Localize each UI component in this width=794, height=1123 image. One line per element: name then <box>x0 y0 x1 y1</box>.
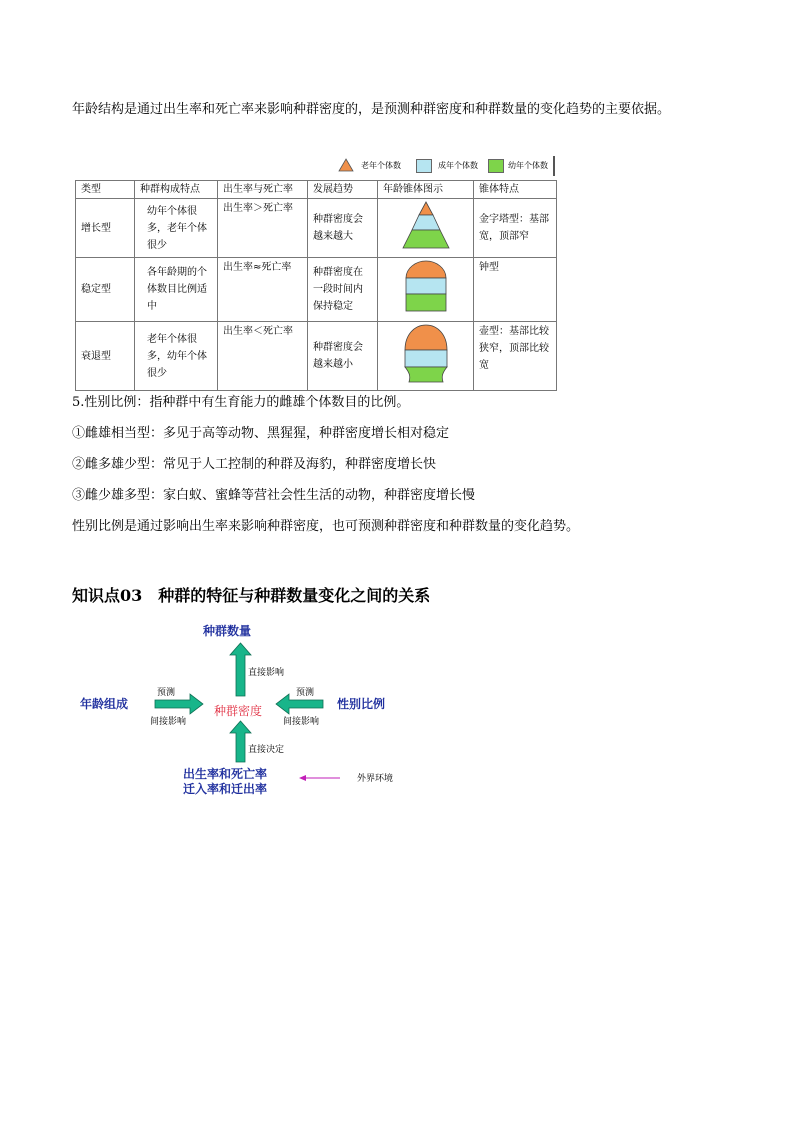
table-header-cell: 发展趋势 <box>308 181 378 199</box>
section-heading: 知识点03 种群的特征与种群数量变化之间的关系 <box>72 586 431 605</box>
environment-label: 外界环境 <box>357 774 394 784</box>
migration-rate-label: 迁入率和迁出率 <box>183 782 268 796</box>
direct-determine-label: 直接决定 <box>248 745 285 755</box>
intro-paragraph: 年龄结构是通过出生率和死亡率来影响种群密度的，是预测种群密度和种群数量的变化趋势的主要依据。 <box>72 102 671 117</box>
sex-ratio-item: ③雌少雄多型：家白蚁、蜜蜂等营社会性生活的动物，种群密度增长慢 <box>72 488 476 503</box>
row-feature: 金字塔型：基部宽，顶部窄 <box>474 199 557 258</box>
row-composition: 各年龄期的个体数目比例适中 <box>135 258 218 322</box>
birth-death-rate-label: 出生率和死亡率 <box>183 767 268 781</box>
row-composition: 幼年个体很多，老年个体很少 <box>135 199 218 258</box>
row-trend: 种群密度会越来越大 <box>308 199 378 258</box>
sex-ratio-summary: 性别比例是通过影响出生率来影响种群密度，也可预测种群密度和种群数量的变化趋势。 <box>72 519 580 534</box>
row-type: 衰退型 <box>76 322 135 391</box>
legend-label-adult: 成年个体数 <box>438 161 478 170</box>
sex-ratio-item: ②雌多雄少型：常见于人工控制的种群及海豹，种群密度增长快 <box>72 457 437 472</box>
table-header-cell: 出生率与死亡率 <box>218 181 308 199</box>
row-feature: 壶型：基部比较狭窄，顶部比较宽 <box>474 322 557 391</box>
row-rates: 出生率＞死亡率 <box>218 199 308 258</box>
left-predict-label: 预测 <box>157 688 176 698</box>
row-trend: 种群密度会越来越小 <box>308 322 378 391</box>
table-header-cell: 种群构成特点 <box>135 181 218 199</box>
row-trend: 种群密度在一段时间内保持稳定 <box>308 258 378 322</box>
right-predict-label: 预测 <box>296 688 315 698</box>
legend-label-elderly: 老年个体数 <box>361 161 401 170</box>
direct-influence-label: 直接影响 <box>248 668 285 678</box>
environment-arrowhead <box>299 775 306 781</box>
right-indirect-label: 间接影响 <box>283 717 320 727</box>
legend-label-juvenile: 幼年个体数 <box>508 161 548 170</box>
row-composition: 老年个体很多，幼年个体很少 <box>135 322 218 391</box>
population-density-label: 种群密度 <box>214 704 263 718</box>
sex-ratio-item: ①雌雄相当型：多见于高等动物、黑猩猩，种群密度增长相对稳定 <box>72 426 450 441</box>
left-indirect-label: 间接影响 <box>150 717 187 727</box>
row-type: 稳定型 <box>76 258 135 322</box>
table-header-cell: 类型 <box>76 181 135 199</box>
sex-ratio-label: 性别比例 <box>337 697 386 711</box>
row-type: 增长型 <box>76 199 135 258</box>
sex-ratio-title: 5.性别比例：指种群中有生育能力的雌雄个体数目的比例。 <box>72 395 410 410</box>
row-rates: 出生率≈死亡率 <box>218 258 308 322</box>
row-feature: 钟型 <box>474 258 557 322</box>
table-header-cell: 年龄锥体图示 <box>378 181 474 199</box>
population-size-label: 种群数量 <box>203 624 252 638</box>
table-header-cell: 锥体特点 <box>474 181 557 199</box>
age-composition-label: 年龄组成 <box>80 697 129 711</box>
row-rates: 出生率＜死亡率 <box>218 322 308 391</box>
